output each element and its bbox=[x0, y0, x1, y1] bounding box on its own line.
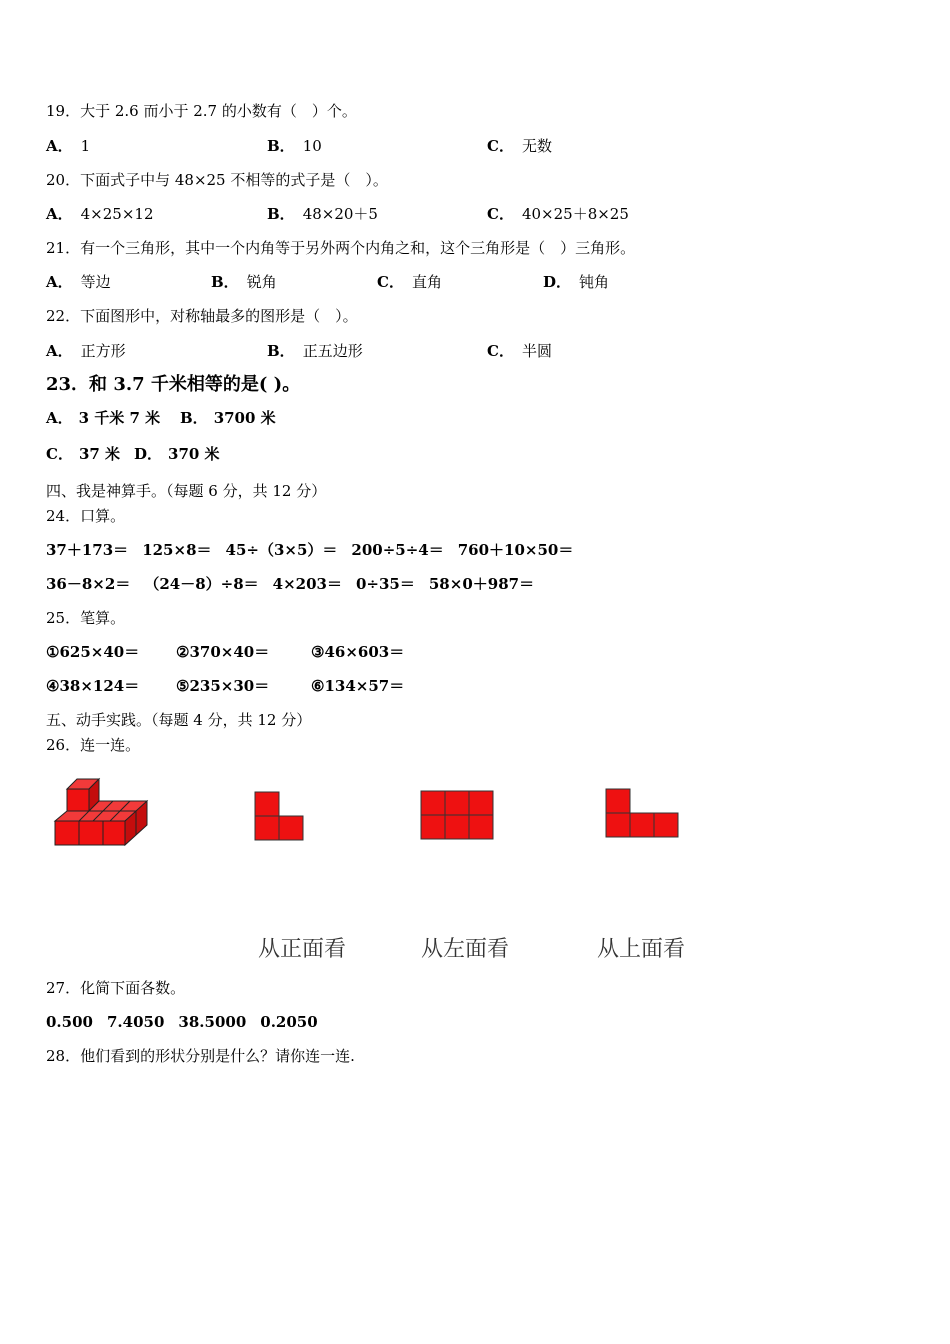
square bbox=[255, 816, 279, 840]
square bbox=[606, 789, 630, 813]
q28-stem: 28．他们看到的形状分别是什么？请你连一连. bbox=[46, 1047, 355, 1065]
square bbox=[445, 791, 469, 815]
q25-item: ⑤235×30＝ bbox=[176, 677, 270, 695]
caption-front-view: 从正面看 bbox=[258, 937, 347, 962]
square bbox=[630, 813, 654, 837]
section-5-heading: 五、动手实践。（每题 4 分，共 12 分） bbox=[46, 711, 312, 729]
q20-option-b[interactable]: B． 48×20＋5 bbox=[267, 205, 378, 223]
q27-numbers bbox=[46, 1012, 332, 1032]
layer-top bbox=[55, 811, 137, 821]
q25-row-2 bbox=[0, 676, 950, 696]
view-shape-1 bbox=[254, 791, 306, 843]
q26-stem: 26．连一连。 bbox=[46, 736, 141, 754]
square bbox=[279, 816, 303, 840]
q24-item: 58×0＋987＝ bbox=[428, 575, 535, 593]
q24-item: （24－8）÷8＝ bbox=[144, 575, 259, 593]
q22-option-b[interactable]: B． 正五边形 bbox=[267, 342, 363, 360]
square bbox=[469, 791, 493, 815]
q23-option-a[interactable]: A． 3 千米 7 米 bbox=[46, 409, 161, 427]
q24-item: 200÷5÷4＝ bbox=[351, 541, 444, 559]
q24-stem: 24．口算。 bbox=[46, 507, 126, 525]
q22-option-a[interactable]: A． 正方形 bbox=[46, 342, 126, 360]
q25-item: ②370×40＝ bbox=[176, 643, 270, 661]
q21-stem: 21．有一个三角形，其中一个内角等于另外两个内角之和，这个三角形是（ ）三角形。 bbox=[46, 239, 636, 257]
q21-option-a[interactable]: A． 等边 bbox=[46, 273, 111, 291]
q20-option-c[interactable]: C． 40×25＋8×25 bbox=[487, 205, 629, 223]
view-shape-2 bbox=[420, 790, 495, 842]
q27-number: 0.2050 bbox=[260, 1013, 318, 1031]
q21-option-c[interactable]: C． 直角 bbox=[377, 273, 442, 291]
q25-stem: 25．笔算。 bbox=[46, 609, 126, 627]
square bbox=[445, 815, 469, 839]
square bbox=[654, 813, 678, 837]
q24-item: 4×203＝ bbox=[272, 575, 342, 593]
cube-face bbox=[79, 821, 103, 845]
q25-item: ③46×603＝ bbox=[311, 643, 405, 661]
q24-item: 0÷35＝ bbox=[355, 575, 415, 593]
q21-option-d[interactable]: D． 钝角 bbox=[543, 273, 610, 291]
cube-face bbox=[67, 789, 89, 811]
q19-stem: 19．大于 2.6 而小于 2.7 的小数有（ ）个。 bbox=[46, 102, 357, 120]
q23-option-c[interactable]: C． 37 米 bbox=[46, 445, 121, 463]
q25-item: ④38×124＝ bbox=[46, 677, 140, 695]
q27-number: 0.500 bbox=[46, 1013, 93, 1031]
q24-row-2 bbox=[46, 574, 548, 594]
square bbox=[421, 791, 445, 815]
q24-item: 45÷（3×5）＝ bbox=[225, 541, 338, 559]
cube-face bbox=[103, 821, 125, 845]
q21-option-b[interactable]: B． 锐角 bbox=[211, 273, 277, 291]
q24-item: 125×8＝ bbox=[142, 541, 212, 559]
square bbox=[421, 815, 445, 839]
view-shape-3 bbox=[605, 788, 681, 840]
q25-item: ⑥134×57＝ bbox=[311, 677, 405, 695]
square bbox=[606, 813, 630, 837]
q24-item: 37＋173＝ bbox=[46, 541, 129, 559]
q27-number: 7.4050 bbox=[106, 1013, 165, 1031]
q19-option-c[interactable]: C． 无数 bbox=[487, 137, 552, 155]
q24-item: 36－8×2＝ bbox=[46, 575, 131, 593]
square bbox=[469, 815, 493, 839]
q23-option-b[interactable]: B． 3700 米 bbox=[180, 409, 276, 427]
q22-stem: 22．下面图形中，对称轴最多的图形是（ ）。 bbox=[46, 307, 358, 325]
q22-option-c[interactable]: C． 半圆 bbox=[487, 342, 552, 360]
cube-stack-figure bbox=[50, 775, 155, 853]
q19-option-a[interactable]: A． 1 bbox=[46, 137, 91, 155]
section-4-heading: 四、我是神算手。（每题 6 分，共 12 分） bbox=[46, 482, 327, 500]
q25-row-1 bbox=[0, 642, 950, 662]
q24-item: 760＋10×50＝ bbox=[457, 541, 574, 559]
caption-left-view: 从左面看 bbox=[421, 937, 510, 962]
q20-option-a[interactable]: A． 4×25×12 bbox=[46, 205, 154, 223]
q20-stem: 20．下面式子中与 48×25 不相等的式子是（ ）。 bbox=[46, 171, 388, 189]
caption-top-view: 从上面看 bbox=[597, 937, 686, 962]
q24-row-1 bbox=[46, 540, 587, 560]
q25-item: ①625×40＝ bbox=[46, 643, 140, 661]
square bbox=[255, 792, 279, 816]
q23-option-d[interactable]: D． 370 米 bbox=[134, 445, 220, 463]
q23-stem: 23．和 3.7 千米相等的是( )。 bbox=[46, 374, 301, 395]
q27-stem: 27．化简下面各数。 bbox=[46, 979, 186, 997]
cube-face bbox=[55, 821, 79, 845]
q27-number: 38.5000 bbox=[178, 1013, 247, 1031]
q19-option-b[interactable]: B． 10 bbox=[267, 137, 322, 155]
